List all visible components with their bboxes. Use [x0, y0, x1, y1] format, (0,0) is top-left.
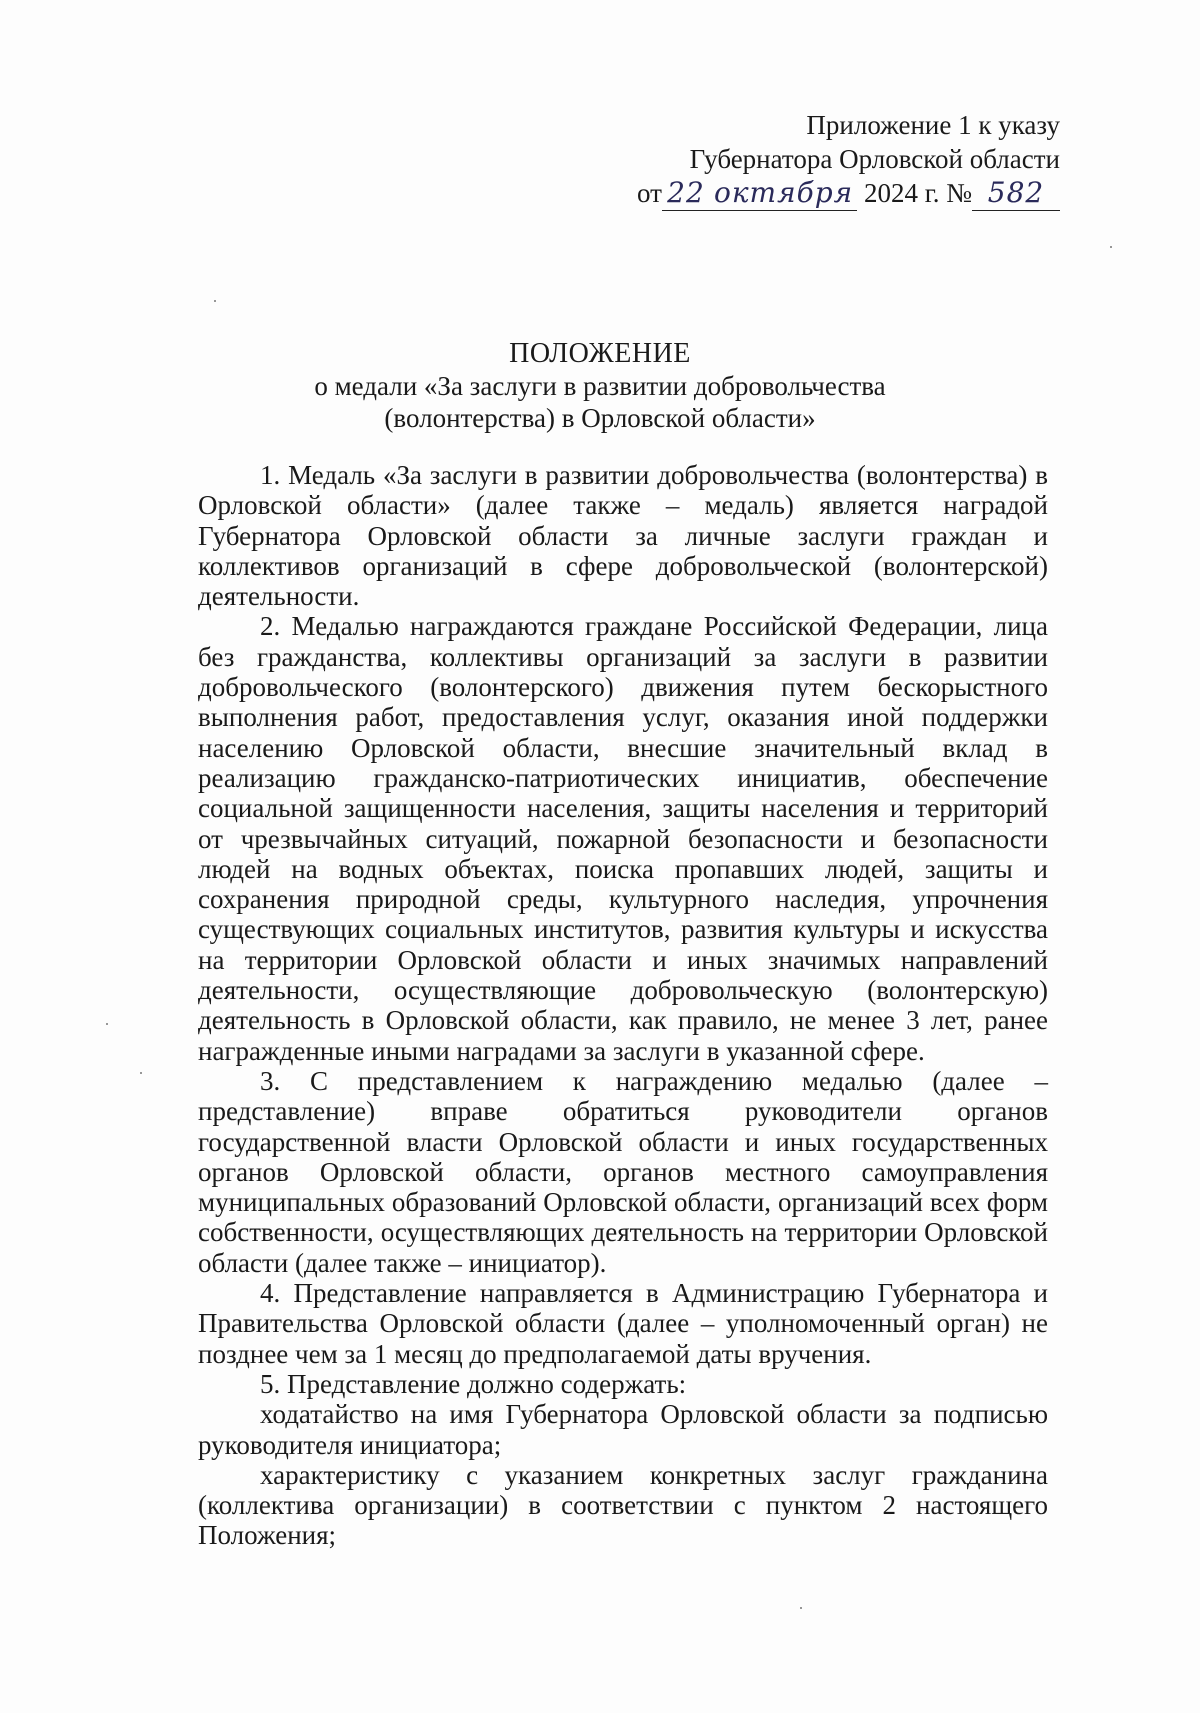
attachment-line-1: Приложение 1 к указу: [806, 110, 1060, 140]
paragraph-1: 1. Медаль «За заслуги в развитии добровольчества (волонтерства) в Орловской области» (далее также – медаль) является наградой Губернатора Орловской области за личные заслуги граждан и коллективов организаций в сфере добровольческой (волонтерской) деятельности.: [198, 460, 1048, 612]
attachment-block: [600, 108, 1060, 211]
document-title: ПОЛОЖЕНИЕ: [509, 338, 691, 369]
paragraph-5: 5. Представление должно содержать:: [260, 1368, 687, 1399]
paragraph-3: 3. С представлением к награждению медалью (далее – представление) вправе обратиться руководители органов государственной власти Орловской области и иных государственных органов Орловской области, органов местного самоуправления муниципальных образований Орловской области, организаций всех форм собственности, осуществляющих деятельность на территории Орловской области (далее также – инициатор).: [198, 1065, 1048, 1278]
document-subtitle-line-1: о медали «За заслуги в развитии добровольчества: [314, 371, 886, 401]
paragraph-2: 2. Медалью награждаются граждане Российской Федерации, лица без гражданства, коллективы организаций за заслуги в развитии добровольческого (волонтерского) движения путем бескорыстного выполнения работ, предоставления услуг, оказания иной поддержки населению Орловской области, внесшие значительный вклад в реализацию гражданско-патриотических инициатив, обеспечение социальной защищенности населения, защиты населения и территорий от чрезвычайных ситуаций, пожарной безопасности и безопасности людей на водных объектах, поиска пропавших людей, защиты и сохранения природной среды, культурного наследия, упрочнения существующих социальных институтов, развития культуры и искусства на территории Орловской области и иных значимых направлений деятельности, осуществляющие добровольческую (волонтерскую) деятельность в Орловской области, как правило, не менее 3 лет, ранее награжденные иными наградами за заслуги в указанной сфере.: [198, 611, 1048, 1066]
attachment-date-line: [600, 176, 1060, 211]
paragraph-4: 4. Представление направляется в Администрацию Губернатора и Правительства Орловской области (далее – уполномоченный орган) не позднее чем за 1 месяц до предполагаемой даты вручения.: [198, 1278, 1048, 1369]
date-prefix: от: [637, 178, 662, 208]
scan-speck: [106, 1023, 108, 1025]
document-body: [198, 460, 1048, 1551]
date-year-suffix: 2024 г. №: [863, 178, 972, 208]
paragraph-5-item-2: характеристику с указанием конкретных заслуг гражданина (коллектива организации) в соответствии с пунктом 2 настоящего Положения;: [198, 1459, 1048, 1551]
scan-speck: [214, 300, 216, 302]
scan-speck: [800, 1607, 802, 1609]
document-heading: [0, 338, 1200, 434]
paragraph-5-item-1: ходатайство на имя Губернатора Орловской области за подписью руководителя инициатора;: [198, 1399, 1048, 1460]
attachment-line-2: Губернатора Орловской области: [689, 144, 1060, 174]
handwritten-day: 22: [662, 176, 710, 211]
scan-speck: [1110, 246, 1112, 248]
handwritten-month: октября: [710, 176, 857, 211]
scan-speck: [140, 1072, 142, 1074]
document-subtitle-line-2: (волонтерства) в Орловской области»: [384, 403, 816, 433]
handwritten-doc-number: 582: [972, 176, 1060, 211]
